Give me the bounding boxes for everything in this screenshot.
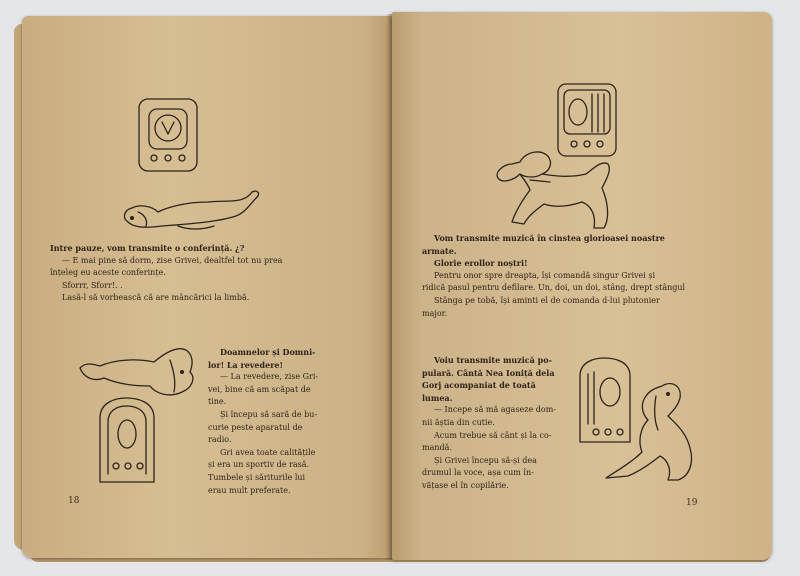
right-paragraph-1 [422,232,685,320]
page-number: 19 [686,498,698,508]
line: armate. [422,245,457,256]
line: — Incepe să mă agaseze dom- [434,405,557,415]
line: mandă. [422,443,452,453]
line: Lasă-l să vorbească că are mâncărici la limbă. [62,293,250,303]
line: Gorj acompaniat de toată [422,380,536,391]
marching-dog-illustration [490,144,620,240]
line: curie peste aparatul de [208,422,303,432]
line: lor! La revedere! [208,359,284,370]
line: vei, bine că am scăpat de [208,384,311,394]
line: tine. [208,397,227,407]
line: Voiu transmite muzică po- [434,355,552,365]
line: Și Grivei începu să-și dea [434,455,537,465]
line: — E mai pine să dorm, zise Grivei, dealtfel tot nu prea [62,255,283,265]
singing-dog-illustration [598,376,718,496]
line: Intre pauze, vom transmite o conferință. ¿? [50,243,245,253]
line: vățase el în copilărie. [422,480,509,490]
line: Doamnelor și Domni- [220,347,316,357]
line: Acum trebue să cânt și la co- [434,430,552,440]
radio-illustration [136,96,206,196]
line: drumul la voce, așa cum în- [422,468,534,478]
radio-illustration-2 [94,394,164,494]
line: major. [422,308,448,318]
right-paragraph-2 [422,354,556,493]
line: — La revedere, zise Gri- [220,372,319,382]
line: și era un sportiv de rasă. [208,460,310,470]
left-page [22,16,392,558]
line: Și începu să sară de bu- [220,409,318,419]
line: Vom transmite muzică în cinstea glorioasei noastre [434,233,665,243]
line: nii ăștia din cutie. [422,417,495,427]
line: erau mult preferate. [208,485,291,495]
page-number: 18 [68,496,80,506]
line: pulară. Cântă Nea Ioniță dela [422,367,555,378]
line: Stânga pe tobă, își aminti el de comanda d-lui plutonier [434,295,660,305]
sleeping-dog-illustration [118,182,268,242]
line: lumea. [422,392,453,403]
line: Sforrr, Sforr!. . [62,280,123,290]
line: înțeleg eu aceste conferințe. [50,268,166,278]
line: Tumbele și săriturile lui [208,472,306,482]
left-paragraph-2 [208,346,318,497]
line: Pentru onor spre dreapta, își comandă singur Grivei și [434,270,656,280]
line: Gri avea toate calitățile [220,447,316,457]
left-paragraph-1 [50,242,282,305]
line: ridică pasul pentru defilare. Un, doi, un doi, stâng, drept stângul [422,283,686,293]
line: Glorie erollor noștri! [434,258,528,269]
right-page [392,12,772,560]
line: radio. [208,435,232,445]
